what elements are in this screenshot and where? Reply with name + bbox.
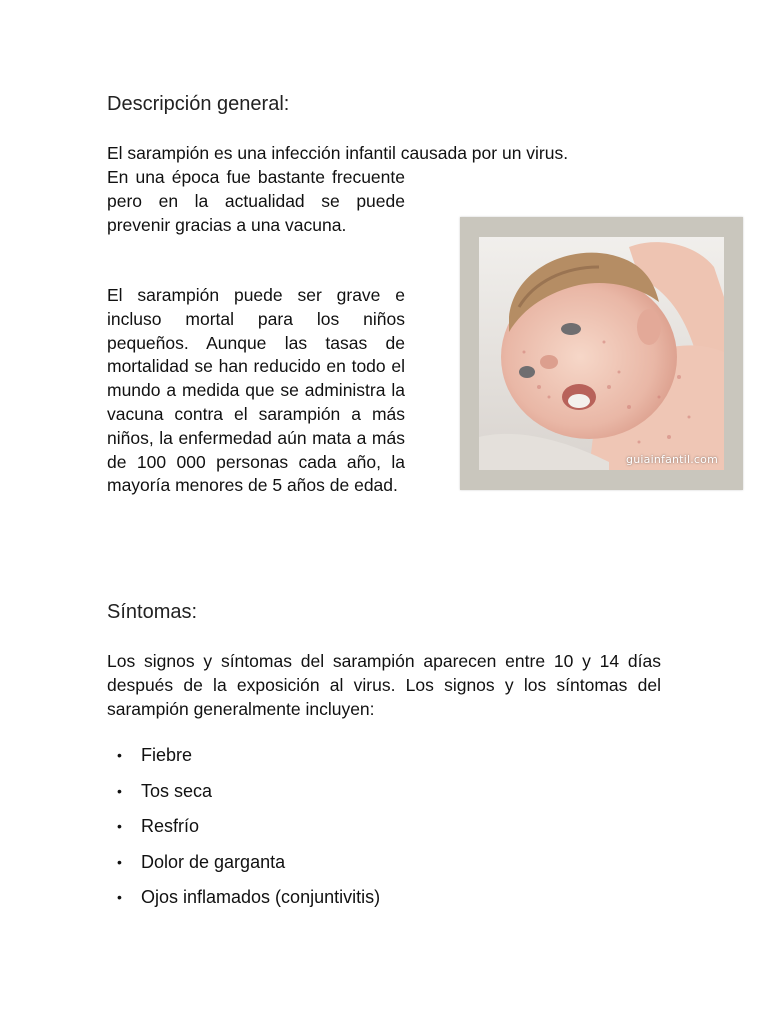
symptoms-heading: Síntomas:	[107, 601, 198, 623]
list-item	[107, 740, 380, 776]
bullet-icon: •	[117, 782, 122, 799]
symptom-label: Resfrío	[141, 816, 200, 836]
list-item	[107, 776, 380, 812]
symptom-label: Fiebre	[141, 745, 193, 765]
symptoms-intro: Los signos y síntomas del sarampión aparecen entre 10 y 14 días después de la exposición al virus. Los signos y los síntomas del sarampión generalmente incluyen:	[107, 651, 661, 719]
overview-lead-rest: En una época fue bastante frecuente pero en la actualidad se puede prevenir gracias a una vacuna.	[107, 167, 405, 235]
symptoms-list	[107, 740, 380, 918]
symptom-label: Dolor de garganta	[141, 851, 286, 872]
symptom-label: Ojos inflamados (conjuntivitis)	[141, 887, 381, 907]
list-item	[107, 847, 380, 883]
bullet-icon: •	[117, 853, 122, 870]
baby-photo	[479, 237, 724, 470]
bullet-icon: •	[117, 889, 122, 905]
list-item	[107, 811, 380, 847]
baby-illustration	[479, 237, 724, 470]
photo-watermark: guiainfantil.com	[626, 453, 718, 466]
bullet-icon: •	[117, 747, 122, 763]
bullet-icon: •	[117, 818, 122, 834]
overview-second-paragraph: El sarampión puede ser grave e incluso mortal para los niños pequeños. Aunque las tasas de mortalidad se han reducido en todo el mundo a medida que se administra la vacuna contra el sarampión a más niños, la enfermedad aún mata a más de 100 000 personas cada año, la mayoría menores de 5 años de edad.	[107, 285, 405, 496]
symptom-label: Tos seca	[141, 780, 213, 801]
overview-lead-line: El sarampión es una infección infantil causada por un virus.	[107, 143, 569, 163]
baby-photo-frame	[460, 217, 743, 490]
list-item	[107, 882, 380, 918]
overview-heading: Descripción general:	[107, 93, 290, 115]
